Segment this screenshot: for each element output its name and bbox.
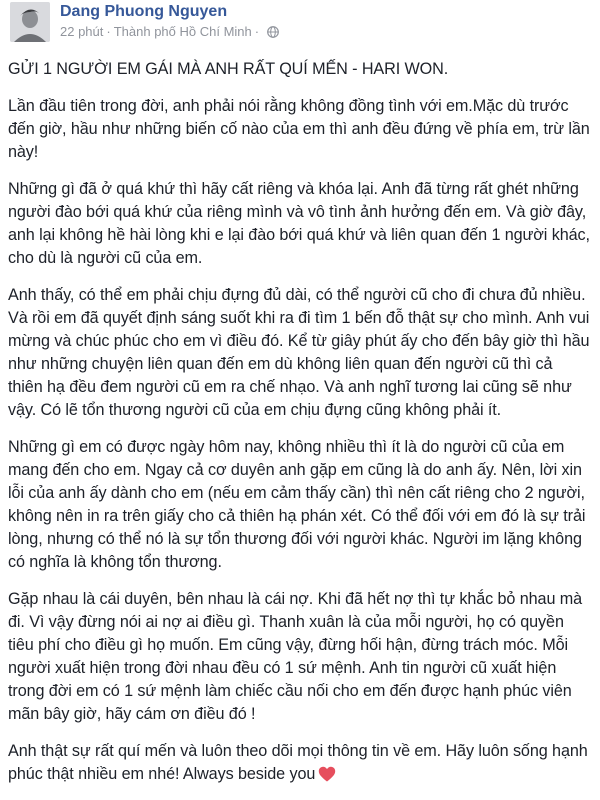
avatar[interactable]	[10, 2, 50, 42]
author-name[interactable]: Dang Phuong Nguyen	[60, 3, 228, 20]
globe-icon[interactable]	[267, 26, 279, 38]
post-closing	[8, 740, 590, 786]
post-title: GỬI 1 NGƯỜI EM GÁI MÀ ANH RẤT QUÍ MẾN - HARI WON.	[8, 60, 449, 78]
post-paragraph: Những gì em có được ngày hôm nay, không nhiều thì ít là do người cũ của em mang đến cho em. Ngay cả cơ duyên anh gặp em cũng là do anh ấy. Nên, lời xin lỗi của anh ấy dành cho em (nếu em cảm thấy cần) thì nên cất riêng cho 2 người, không nên in ra trên giấy cho cả thiên hạ phán xét. Có thể đối với em đó là sự trải lòng, nhưng có thể nó là sự tổn thương đối với người khác. Người im lặng không có nghĩa là không tổn thương.	[8, 438, 586, 571]
post-subline	[60, 24, 279, 40]
heart-icon	[318, 766, 336, 782]
post-closing-text: Anh thật sự rất quí mến và luôn theo dõi mọi thông tin về em. Hãy luôn sống hạnh phúc thật nhiều em nhé! Always beside you	[8, 742, 588, 783]
post-paragraph: Anh thấy, có thể em phải chịu đựng đủ dài, có thể người cũ cho đi chưa đủ nhiều. Và rồi em đã quyết định sáng suốt khi ra đi tìm 1 bến đỗ thật sự cho mình. Anh vui mừng và chúc phúc cho em vì điều đó. Kể từ giây phút ấy cho đến bây giờ thì hầu như những chuyện liên quan đến em dù không liên quan đến người cũ thì cả thiên hạ đều đem người cũ em ra chế nhạo. Và anh nghĩ tương lai cũng sẽ như vậy. Có lẽ tổn thương người cũ của em chịu đựng cũng không phải ít.	[8, 286, 590, 419]
post-paragraph: Gặp nhau là cái duyên, bên nhau là cái nợ. Khi đã hết nợ thì tự khắc bỏ nhau mà đi. Vì vậy đừng nói ai nợ ai điều gì. Thanh xuân là của mỗi người, họ có quyền tiêu phí cho điều gì họ muốn. Em cũng vậy, đừng hối hận, đừng trách móc. Mỗi người xuất hiện trong đời nhau đều có 1 sứ mệnh. Anh tin người cũ xuất hiện trong đời em có 1 sứ mệnh làm chiếc cầu nối cho em đến được hạnh phúc viên mãn bây giờ, hãy cám ơn điều đó !	[8, 590, 583, 723]
post-body	[8, 58, 590, 800]
post-location[interactable]: Thành phố Hồ Chí Minh	[113, 24, 252, 39]
separator: ·	[106, 24, 111, 39]
avatar-image	[10, 2, 50, 42]
separator: ·	[254, 24, 260, 39]
post-meta	[60, 0, 279, 40]
post-header	[10, 0, 279, 48]
post-time[interactable]: 22 phút	[60, 24, 104, 39]
post-paragraph: Những gì đã ở quá khứ thì hãy cất riêng và khóa lại. Anh đã từng rất ghét những người đào bới quá khứ của riêng mình và vô tình ảnh hưởng đến em. Và giờ đây, anh lại không hề hài lòng khi e lại đào bới quá khứ và liên quan đến 1 người khác, cho dù là người cũ của em.	[8, 180, 590, 267]
post-paragraph: Lần đầu tiên trong đời, anh phải nói rằng không đồng tình với em.Mặc dù trước đến giờ, hầu như những biến cố nào của em thì anh đều đứng về phía em, trừ lần này!	[8, 97, 590, 161]
